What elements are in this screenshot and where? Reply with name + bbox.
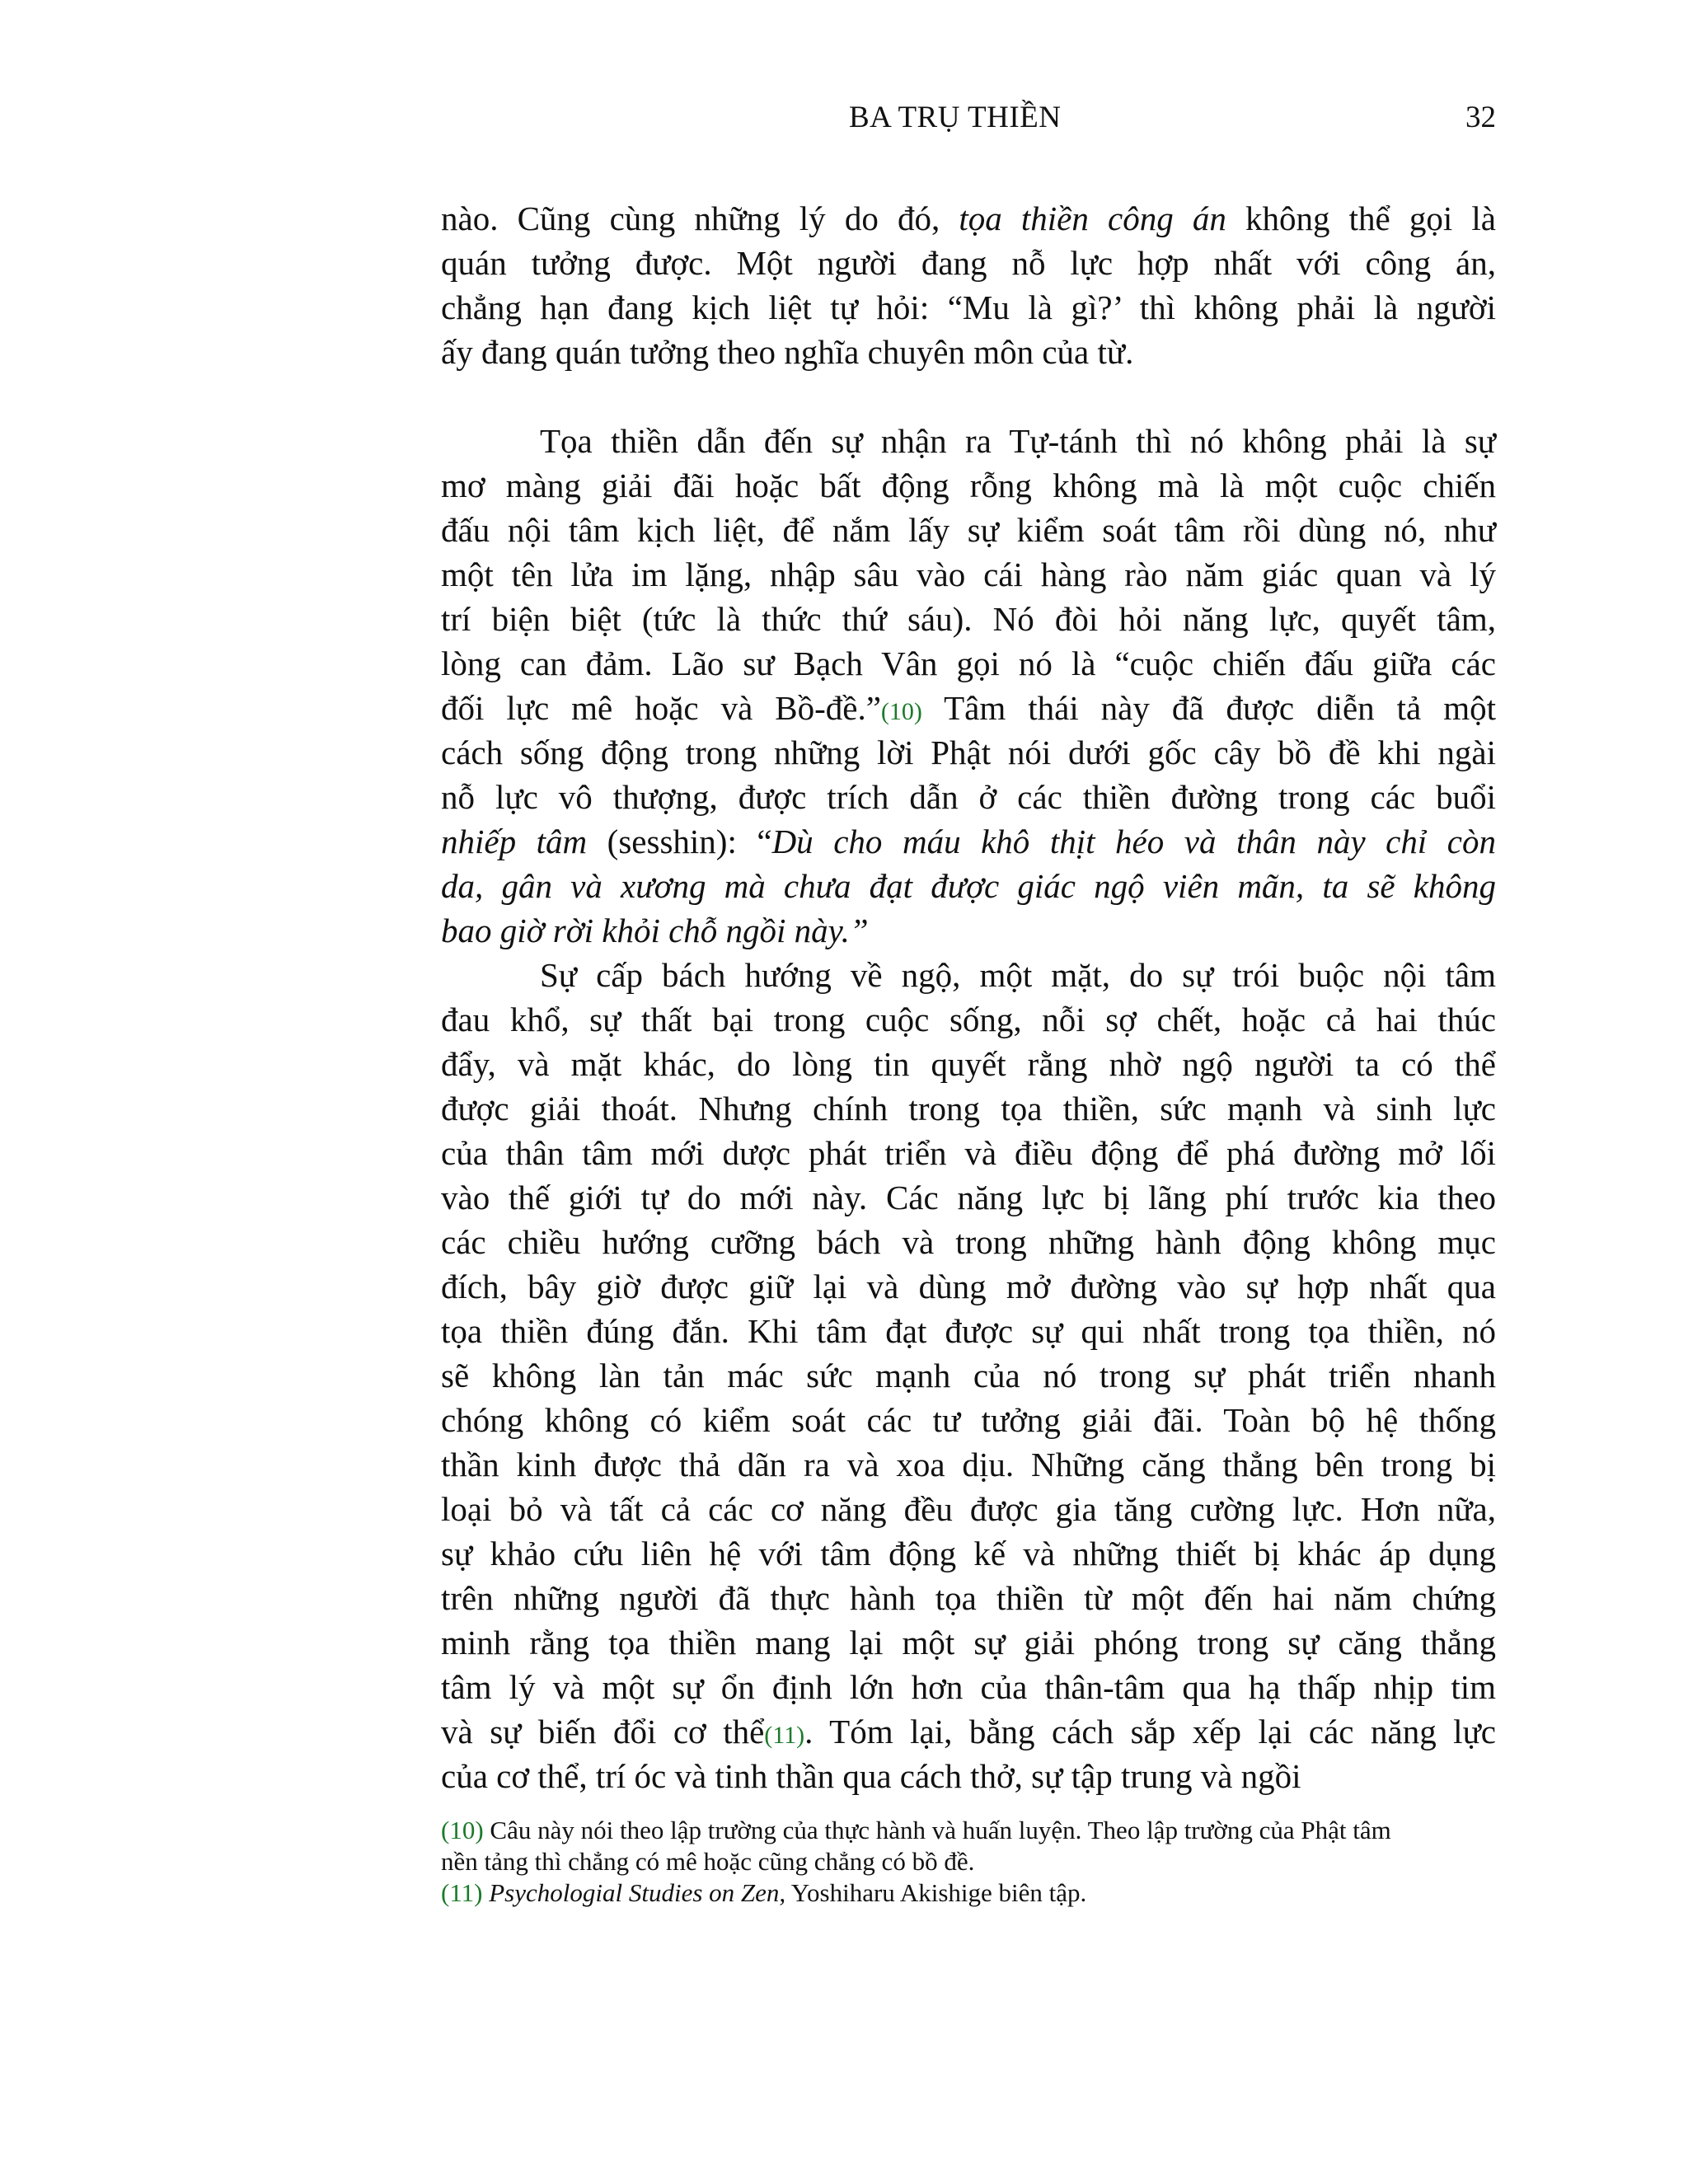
paragraph-3-line: trên những người đã thực hành tọa thiền từ một đến hai năm chứng	[441, 1579, 1496, 1617]
paragraph-1-line	[441, 196, 1496, 241]
italic-term: nhiếp tâm	[441, 823, 588, 860]
paragraph-3-line: tâm lý và một sự ổn định lớn hơn của thân-tâm qua hạ thấp nhịp tim	[441, 1668, 1496, 1706]
paragraph-3-line: loại bỏ và tất cả các cơ năng đều được gia tăng cường lực. Hơn nữa,	[441, 1490, 1496, 1528]
paragraph-1-line: quán tưởng được. Một người đang nỗ lực hợp nhất với công án,	[441, 244, 1496, 282]
footnote-11	[441, 1877, 1496, 1909]
paragraph-2-line: trí biện biệt (tức là thức thứ sáu). Nó đòi hỏi năng lực, quyết tâm,	[441, 600, 1496, 638]
paragraph-3-line: đẩy, và mặt khác, do lòng tin quyết rằng nhờ ngộ người ta có thể	[441, 1045, 1496, 1083]
paragraph-2-line: nỗ lực vô thượng, được trích dẫn ở các thiền đường trong các buổi	[441, 778, 1496, 816]
paragraph-3-line: đích, bây giờ được giữ lại và dùng mở đường vào sự hợp nhất qua	[441, 1268, 1496, 1305]
text-run: và sự biến đổi cơ thể	[441, 1713, 765, 1750]
paragraph-1-line: chẳng hạn đang kịch liệt tự hỏi: “Mu là gì?’ thì không phải là người	[441, 288, 1496, 326]
footnote-book-title: Psychologial Studies on Zen,	[482, 1878, 786, 1907]
italic-term: tọa thiền công án	[959, 199, 1226, 237]
paragraph-3-line: thần kinh được thả dãn ra và xoa dịu. Những căng thẳng bên trong bị	[441, 1446, 1496, 1483]
italic-quote: Dù cho máu khô thịt héo và thân này chỉ còn	[771, 823, 1497, 860]
paragraph-2-line: đấu nội tâm kịch liệt, để nắm lấy sự kiểm soát tâm rồi dùng nó, như	[441, 511, 1496, 549]
footnote-10-continued: nền tảng thì chẳng có mê hoặc cũng chẳng có bồ đề.	[441, 1847, 975, 1876]
paragraph-2-line: bao giờ rời khỏi chỗ ngồi này.”	[441, 912, 869, 949]
paragraph-3-line: vào thế giới tự do mới này. Các năng lực bị lãng phí trước kia theo	[441, 1179, 1496, 1216]
paragraph-3-line: sẽ không làn tản mác sức mạnh của nó trong sự phát triển nhanh	[441, 1357, 1496, 1394]
paragraph-2-line: Tọa thiền dẫn đến sự nhận ra Tự-tánh thì nó không phải là sự	[540, 422, 1496, 460]
paragraph-1-line: ấy đang quán tưởng theo nghĩa chuyên môn của từ.	[441, 333, 1134, 371]
paragraph-2-line: mơ màng giải đãi hoặc bất động rỗng không mà là một cuộc chiến	[441, 466, 1496, 504]
text-run: nào. Cũng cùng những lý do đó,	[441, 199, 959, 237]
footnote-10	[441, 1815, 1496, 1846]
paragraph-3-line: các chiều hướng cưỡng bách và trong những hành động không mục	[441, 1223, 1496, 1261]
paragraph-2-line: da, gân và xương mà chưa đạt được giác ngộ viên mãn, ta sẽ không	[441, 867, 1496, 905]
body-text	[441, 196, 1496, 1798]
paragraph-3-line: tọa thiền đúng đắn. Khi tâm đạt được sự qui nhất trong tọa thiền, nó	[441, 1312, 1496, 1350]
paragraph-3-line	[441, 1709, 1496, 1754]
paragraph-2-line: lòng can đảm. Lão sư Bạch Vân gọi nó là “cuộc chiến đấu giữa các	[441, 644, 1496, 682]
paragraph-3-line: Sự cấp bách hướng về ngộ, một mặt, do sự trói buộc nội tâm	[540, 956, 1496, 994]
footnote-ref-11[interactable]: (11)	[764, 1722, 805, 1749]
text-run: không thể gọi là	[1226, 199, 1496, 237]
paragraph-3-line: được giải thoát. Nhưng chính trong tọa thiền, sức mạnh và sinh lực	[441, 1090, 1496, 1127]
running-title: BA TRỤ THIỀN	[849, 101, 1062, 134]
text-run: . Tóm lại, bằng cách sắp xếp lại các năng lực	[804, 1713, 1496, 1750]
footnotes	[441, 1815, 1496, 1909]
paragraph-2-line: cách sống động trong những lời Phật nói dưới gốc cây bồ đề khi ngài	[441, 733, 1496, 771]
text-run: (sesshin): “	[587, 823, 772, 860]
text-run: Tâm thái này đã được diễn tả một	[921, 689, 1496, 727]
running-header	[441, 97, 1496, 138]
page-number: 32	[1465, 101, 1496, 134]
paragraph-3-line: đau khổ, sự thất bại trong cuộc sống, nỗi sợ chết, hoặc cả hai thúc	[441, 1001, 1496, 1038]
text-run: đối lực mê hoặc và Bồ-đề.”	[441, 689, 881, 727]
paragraph-3-line: chóng không có kiểm soát các tư tưởng giải đãi. Toàn bộ hệ thống	[441, 1401, 1496, 1439]
paragraph-3-line: của cơ thể, trí óc và tinh thần qua cách thở, sự tập trung và ngồi	[441, 1757, 1301, 1795]
paragraph-3-line: của thân tâm mới dược phát triển và điều động để phá đường mở lối	[441, 1134, 1496, 1172]
footnote-number: (11)	[441, 1878, 483, 1907]
footnote-number: (10)	[441, 1816, 484, 1844]
footnote-text: Câu này nói theo lập trường của thực hành và huấn luyện. Theo lập trường của Phật tâm	[483, 1816, 1391, 1844]
paragraph-2-line: một tên lửa im lặng, nhập sâu vào cái hàng rào năm giác quan và lý	[441, 555, 1496, 593]
paragraph-2-line	[441, 686, 1496, 730]
footnote-text: Yoshiharu Akishige biên tập.	[785, 1878, 1087, 1907]
paragraph-3-line: sự khảo cứu liên hệ với tâm động kế và những thiết bị khác áp dụng	[441, 1535, 1496, 1572]
paragraph-gap	[441, 374, 1496, 419]
footnote-ref-10[interactable]: (10)	[880, 698, 922, 725]
paragraph-2-line	[441, 819, 1496, 864]
paragraph-3-line: minh rằng tọa thiền mang lại một sự giải phóng trong sự căng thẳng	[441, 1624, 1496, 1661]
